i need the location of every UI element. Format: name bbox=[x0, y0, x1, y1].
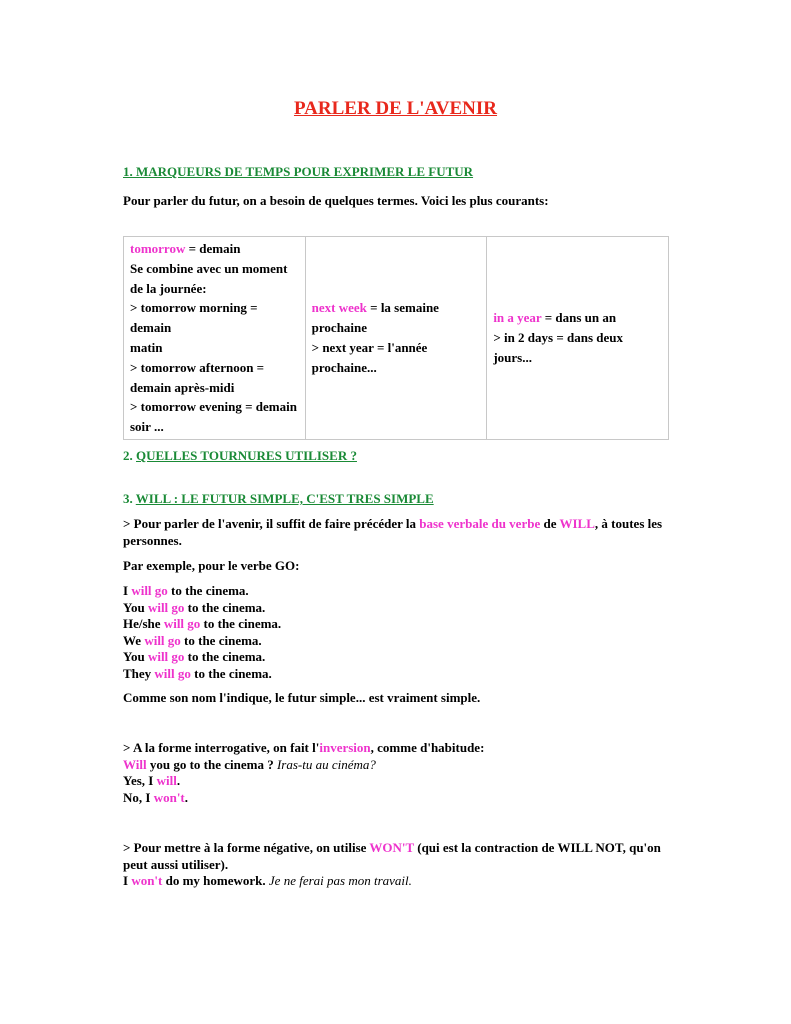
text: > Pour parler de l'avenir, il suffit de faire précéder la bbox=[123, 516, 420, 531]
translation: Iras-tu au cinéma? bbox=[276, 756, 376, 772]
text: do my homework. bbox=[162, 873, 269, 888]
rest: to the cinema. bbox=[184, 599, 266, 615]
subject: They bbox=[123, 665, 155, 681]
translation: Je ne ferai pas mon travail bbox=[268, 873, 409, 888]
highlight-wont: won't bbox=[131, 873, 163, 888]
page-title: PARLER DE L'AVENIR bbox=[293, 98, 498, 119]
table-cell-in-a-year bbox=[487, 237, 669, 440]
highlight-inversion: inversion bbox=[319, 740, 371, 755]
section-title: QUELLES TOURNURES UTILISER ? bbox=[136, 448, 357, 463]
section-title: WILL : LE FUTUR SIMPLE, C'EST TRES SIMPLE bbox=[135, 491, 434, 506]
rest: to the cinema. bbox=[167, 583, 249, 598]
conjugation-row bbox=[123, 616, 281, 633]
conjugation-row bbox=[123, 583, 281, 600]
text: No, I bbox=[123, 789, 154, 805]
text: peut aussi utiliser). bbox=[123, 856, 229, 872]
text: > Pour mettre à la forme négative, on utilise bbox=[123, 840, 370, 855]
highlight-will: WILL bbox=[559, 516, 595, 531]
text: de bbox=[540, 516, 560, 531]
text: , comme d'habitude: bbox=[370, 740, 485, 755]
keyword-translation: = demain bbox=[185, 241, 241, 256]
table-line: matin bbox=[130, 339, 163, 355]
table-line: Se combine avec un moment bbox=[130, 260, 288, 276]
text: Yes, I bbox=[123, 773, 157, 788]
keyword-translation: = dans un an bbox=[541, 310, 617, 326]
verb: will go bbox=[147, 599, 185, 615]
conjugation-row bbox=[123, 666, 281, 683]
text: , à toutes les bbox=[594, 516, 663, 531]
section-2-heading bbox=[123, 448, 357, 464]
table-line: soir ... bbox=[130, 419, 164, 435]
text: I bbox=[123, 873, 132, 888]
conjugation-row bbox=[123, 649, 281, 666]
keyword-in-a-year: in a year bbox=[493, 310, 542, 326]
conjugation-list bbox=[123, 583, 281, 682]
section-1-heading: 1. MARQUEURS DE TEMPS POUR EXPRIMER LE FUTUR bbox=[123, 164, 474, 179]
highlight-wont: won't bbox=[153, 789, 185, 805]
subject: He/she bbox=[123, 616, 164, 631]
subject: I bbox=[123, 583, 132, 598]
highlight-base-verbale: base verbale du verbe bbox=[419, 516, 541, 531]
conjugation-row bbox=[123, 600, 281, 617]
text: . bbox=[184, 789, 189, 805]
will-rule-paragraph bbox=[123, 516, 663, 549]
verb: will go bbox=[144, 632, 181, 648]
interrogative-block bbox=[123, 740, 484, 806]
table-line: > in 2 days = dans deux jours... bbox=[493, 330, 624, 365]
table-line: demain après-midi bbox=[130, 379, 235, 395]
text: personnes. bbox=[123, 532, 182, 548]
verb: will go bbox=[131, 583, 168, 598]
table-line: > tomorrow evening = demain bbox=[130, 399, 297, 415]
keyword-tomorrow: tomorrow bbox=[130, 241, 186, 256]
section-3-heading bbox=[123, 491, 434, 507]
table-line: > tomorrow afternoon = bbox=[130, 359, 265, 375]
table-cell-tomorrow bbox=[124, 237, 306, 440]
subject: You bbox=[123, 599, 148, 615]
table-line: de la journée: bbox=[130, 280, 207, 296]
example-intro: Par exemple, pour le verbe GO: bbox=[123, 558, 300, 573]
section-number: 3. bbox=[123, 491, 136, 506]
text: (qui est la contraction de WILL NOT, qu'on bbox=[413, 840, 661, 855]
table-cell-next-week bbox=[305, 237, 487, 440]
negative-block bbox=[123, 840, 663, 890]
rest: to the cinema. bbox=[200, 616, 282, 631]
verb: will go bbox=[154, 665, 191, 681]
table-line: > tomorrow morning = demain bbox=[130, 300, 258, 336]
keyword-next-week: next week bbox=[311, 300, 367, 316]
subject: You bbox=[123, 649, 148, 664]
keyword-translation: = la semaine bbox=[366, 300, 439, 316]
text: you go to the cinema ? bbox=[146, 756, 277, 772]
table-line: prochaine... bbox=[311, 359, 377, 375]
highlight-will: will bbox=[156, 773, 177, 788]
text: . bbox=[408, 873, 412, 888]
verb: will go bbox=[147, 649, 185, 664]
highlight-will: Will bbox=[123, 756, 147, 772]
section-1-intro: Pour parler du futur, on a besoin de quelques termes. Voici les plus courants: bbox=[123, 193, 549, 208]
rest: to the cinema. bbox=[190, 665, 272, 681]
text: . bbox=[176, 773, 181, 788]
rest: to the cinema. bbox=[180, 632, 262, 648]
conjugation-row bbox=[123, 633, 281, 650]
comment: Comme son nom l'indique, le futur simple... est vraiment simple. bbox=[123, 690, 481, 705]
text: > A la forme interrogative, on fait l' bbox=[123, 740, 320, 755]
verb: will go bbox=[163, 616, 201, 631]
section-number: 2. bbox=[123, 448, 136, 463]
highlight-wont: WON'T bbox=[369, 840, 414, 855]
table-line: > next year = l'année bbox=[311, 339, 428, 355]
time-markers-table bbox=[123, 236, 669, 440]
subject: We bbox=[123, 632, 145, 648]
rest: to the cinema. bbox=[184, 649, 266, 664]
table-line: prochaine bbox=[311, 320, 368, 336]
